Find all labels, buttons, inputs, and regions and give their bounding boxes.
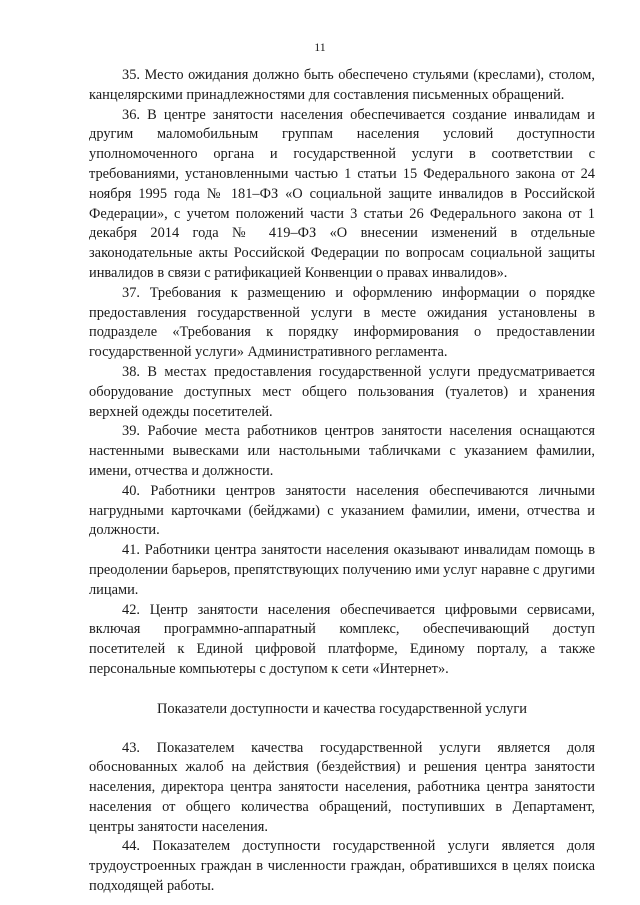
paragraph-40: 40. Работники центров занятости населения обеспечиваются личными нагрудными карточками (бейджами) с указанием фамилии, имени, отчества и должности. (89, 482, 595, 539)
paragraph-42: 42. Центр занятости населения обеспечивается цифровыми сервисами, включая программно-аппаратный комплекс, обеспечивающий доступ посетителей к Единой цифровой платформе, Единому порталу, а также персональные компьютеры с доступом к сети «Интернет». (89, 601, 595, 677)
paragraph-44: 44. Показателем доступности государственной услуги является доля трудоустроенных граждан в численности граждан, обратившихся в целях поиска подходящей работы. (89, 838, 595, 895)
section-heading: Показатели доступности и качества государственной услуги (157, 700, 527, 717)
paragraph-43: 43. Показателем качества государственной услуги является доля обоснованных жалоб на действия (бездействия) и решения центра занятости населения, директора центра занятости населения, работника центра занятости населения от общего количества обращений, поступивших в Департамент, центры занятости населения. (89, 739, 595, 835)
page-number: 11 (314, 40, 326, 54)
paragraph-35: 35. Место ожидания должно быть обеспечено стульями (креслами), столом, канцелярскими принадлежностями для составления письменных обращений. (89, 67, 595, 103)
paragraph-38: 38. В местах предоставления государственной услуги предусматривается оборудование доступных мест общего пользования (туалетов) и хранения верхней одежды посетителей. (89, 363, 595, 420)
paragraph-39: 39. Рабочие места работников центров занятости населения оснащаются настенными вывесками или настольными табличками с указанием фамилии, имени, отчества и должности. (89, 423, 595, 479)
document-body (89, 66, 595, 897)
paragraph-41: 41. Работники центра занятости населения оказывают инвалидам помощь в преодолении барьеров, препятствующих получению ими услуг наравне с другими лицами. (89, 542, 595, 598)
paragraph-36: 36. В центре занятости населения обеспечивается создание инвалидам и другим маломобильным группам населения условий доступности уполномоченного органа и государственной услуги в соответствии с требованиями, установленными частью 1 статьи 15 Федерального закона от 24 ноября 1995 года № 181–ФЗ «О социальной защите инвалидов в Российской Федерации», с учетом положений части 3 статьи 26 Федерального закона от 1 декабря 2014 года № 419–ФЗ «О внесении изменений в отдельные законодательные акты Российской Федерации по вопросам социальной защиты инвалидов в связи с ратификацией Конвенции о правах инвалидов». (89, 106, 595, 281)
paragraph-37: 37. Требования к размещению и оформлению информации о порядке предоставления государственной услуги в месте ожидания установлены в подразделе «Требования к порядку информирования о предоставлении государственной услуги» Административного регламента. (89, 284, 595, 361)
